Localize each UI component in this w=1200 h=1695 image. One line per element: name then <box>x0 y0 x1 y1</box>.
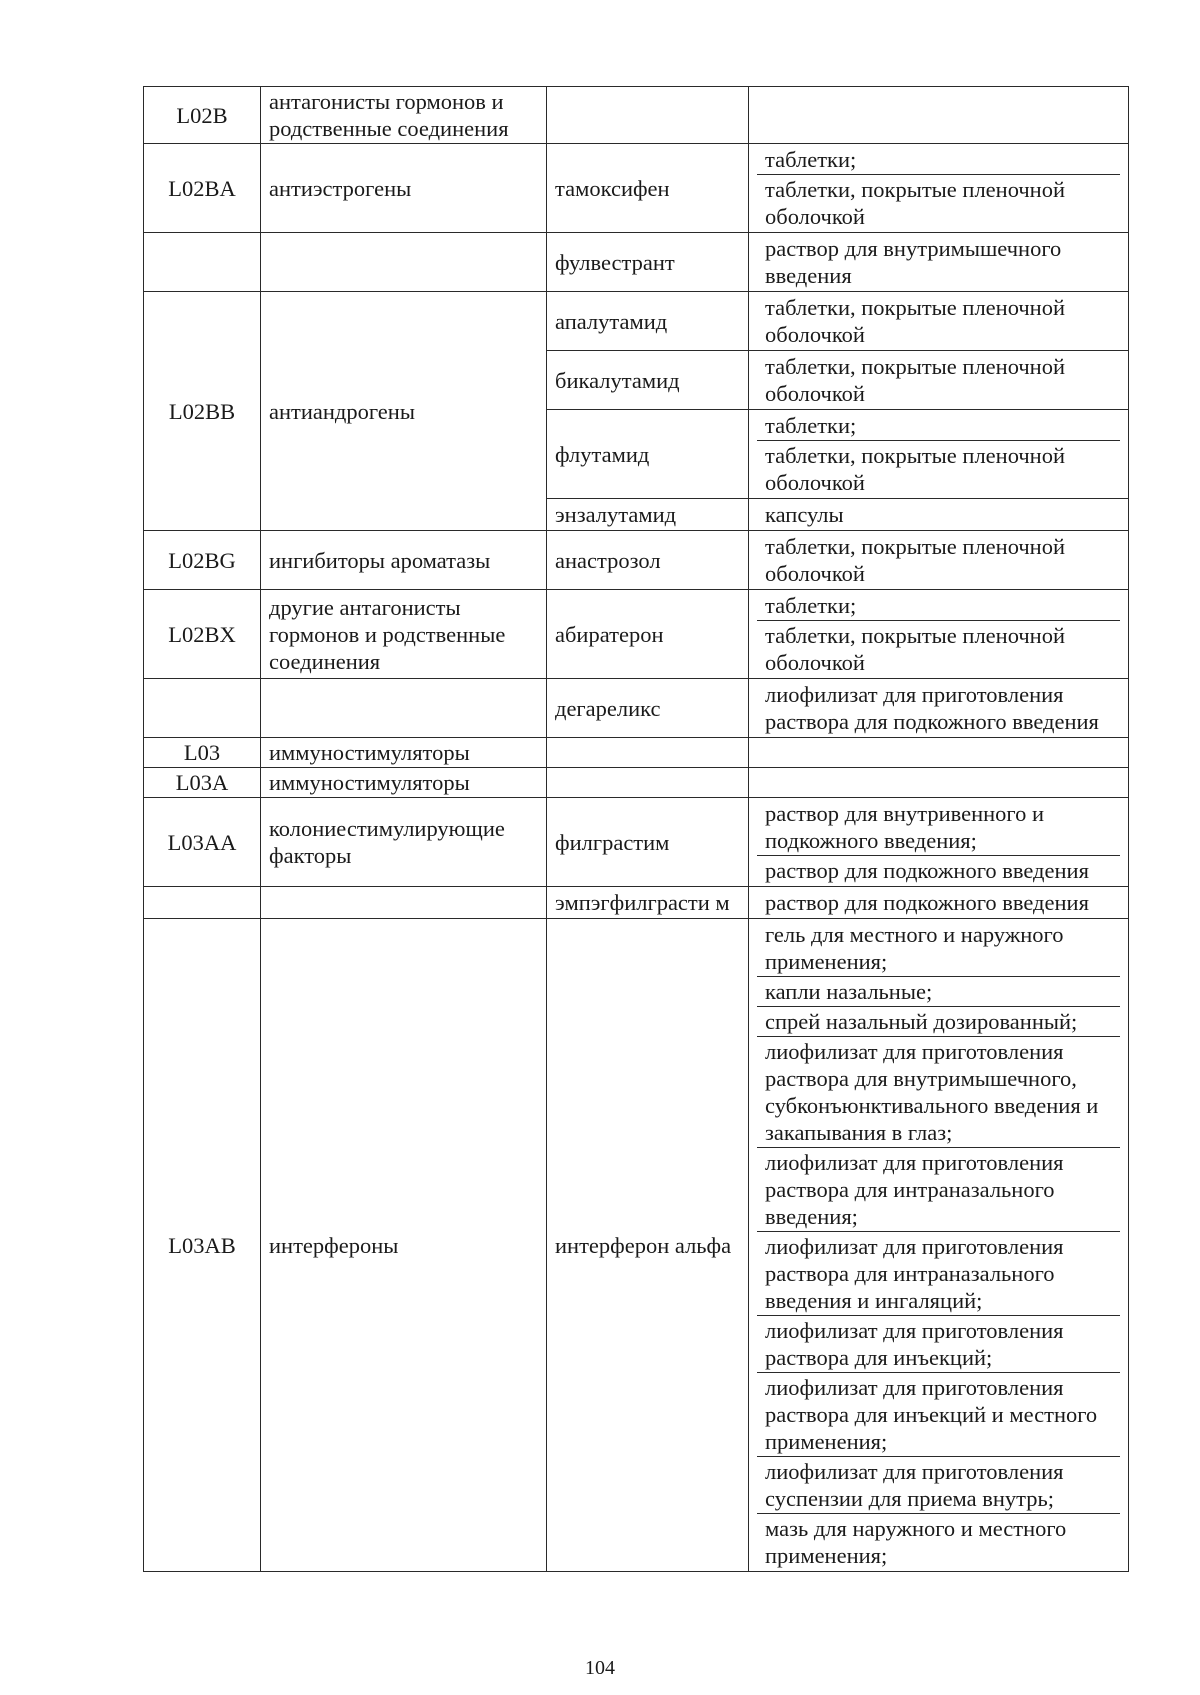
dosage-form: капсулы <box>765 502 844 527</box>
dosage-forms <box>749 233 1129 292</box>
dosage-forms <box>749 351 1129 410</box>
drug-name <box>547 768 749 798</box>
dosage-forms <box>749 144 1129 233</box>
atc-code: L03AA <box>144 798 261 887</box>
dosage-form: таблетки, покрытые пленочной оболочкой <box>765 623 1066 675</box>
atc-code <box>144 233 261 292</box>
drug-name: филграстим <box>547 798 749 887</box>
dosage-form: лиофилизат для приготовления раствора для интраназального введения и ингаляций; <box>757 1232 1120 1316</box>
group-name: колониестимулирующие факторы <box>261 798 547 887</box>
dosage-form: лиофилизат для приготовления раствора для внутримышечного, субконъюнктивального введения и закапывания в глаз; <box>757 1037 1120 1148</box>
dosage-form: мазь для наружного и местного применения; <box>765 1516 1067 1568</box>
table-row <box>144 798 1129 887</box>
drug-name <box>547 87 749 144</box>
drug-name: энзалутамид <box>547 499 749 531</box>
drug-name <box>547 738 749 768</box>
table-row <box>144 590 1129 679</box>
dosage-form: лиофилизат для приготовления раствора для инъекций и местного применения; <box>757 1373 1120 1457</box>
atc-code: L02BG <box>144 531 261 590</box>
group-name <box>261 887 547 919</box>
drug-name: фулвестрант <box>547 233 749 292</box>
dosage-form: таблетки, покрытые пленочной оболочкой <box>765 295 1066 347</box>
dosage-form: раствор для внутривенного и подкожного введения; <box>757 799 1120 856</box>
dosage-form: спрей назальный дозированный; <box>757 1007 1120 1037</box>
dosage-form: раствор для внутримышечного введения <box>765 236 1062 288</box>
dosage-form: таблетки; <box>757 591 1120 621</box>
table-row <box>144 233 1129 292</box>
table-row <box>144 887 1129 919</box>
dosage-forms <box>749 919 1129 1572</box>
group-name: иммуностимуляторы <box>261 738 547 768</box>
drug-name: бикалутамид <box>547 351 749 410</box>
dosage-forms <box>749 768 1129 798</box>
page-number: 104 <box>585 1657 615 1679</box>
drug-name: интерферон альфа <box>547 919 749 1572</box>
dosage-forms <box>749 887 1129 919</box>
table-row <box>144 919 1129 1572</box>
table-row <box>144 679 1129 738</box>
drug-name: анастрозол <box>547 531 749 590</box>
atc-code: L03A <box>144 768 261 798</box>
dosage-form: лиофилизат для приготовления раствора для инъекций; <box>757 1316 1120 1373</box>
dosage-forms <box>749 531 1129 590</box>
dosage-form: таблетки; <box>757 411 1120 441</box>
table-row <box>144 292 1129 351</box>
table-row <box>144 768 1129 798</box>
atc-code: L02B <box>144 87 261 144</box>
dosage-forms <box>749 679 1129 738</box>
atc-code: L03 <box>144 738 261 768</box>
table-row <box>144 87 1129 144</box>
dosage-forms <box>749 738 1129 768</box>
dosage-form: таблетки, покрытые пленочной оболочкой <box>765 354 1066 406</box>
group-name: антиандрогены <box>261 292 547 531</box>
group-name <box>261 679 547 738</box>
drug-name: флутамид <box>547 410 749 499</box>
drug-name: эмпэгфилграсти м <box>547 887 749 919</box>
group-name: иммуностимуляторы <box>261 768 547 798</box>
dosage-form: таблетки, покрытые пленочной оболочкой <box>765 534 1066 586</box>
dosage-forms <box>749 590 1129 679</box>
dosage-form: капли назальные; <box>757 977 1120 1007</box>
dosage-forms <box>749 798 1129 887</box>
group-name: ингибиторы ароматазы <box>261 531 547 590</box>
atc-code: L02BB <box>144 292 261 531</box>
dosage-form: раствор для подкожного введения <box>765 858 1089 883</box>
dosage-forms <box>749 410 1129 499</box>
dosage-forms <box>749 292 1129 351</box>
dosage-form: гель для местного и наружного применения; <box>757 920 1120 977</box>
atc-code: L03AB <box>144 919 261 1572</box>
dosage-forms <box>749 87 1129 144</box>
atc-code: L02BA <box>144 144 261 233</box>
table-row <box>144 144 1129 233</box>
drug-name: абиратерон <box>547 590 749 679</box>
atc-code <box>144 887 261 919</box>
dosage-form: лиофилизат для приготовления раствора для интраназального введения; <box>757 1148 1120 1232</box>
table-row <box>144 738 1129 768</box>
drug-name: тамоксифен <box>547 144 749 233</box>
dosage-form: таблетки, покрытые пленочной оболочкой <box>765 443 1066 495</box>
table-row <box>144 531 1129 590</box>
group-name: другие антагонисты гормонов и родственные соединения <box>261 590 547 679</box>
dosage-form: раствор для подкожного введения <box>765 890 1089 915</box>
dosage-form: таблетки; <box>757 145 1120 175</box>
atc-code: L02BX <box>144 590 261 679</box>
group-name: антагонисты гормонов и родственные соединения <box>261 87 547 144</box>
dosage-form: лиофилизат для приготовления суспензии для приема внутрь; <box>757 1457 1120 1514</box>
dosage-form: лиофилизат для приготовления раствора для подкожного введения <box>765 682 1099 734</box>
drug-table <box>143 86 1129 1572</box>
dosage-form: таблетки, покрытые пленочной оболочкой <box>765 177 1066 229</box>
drug-name: апалутамид <box>547 292 749 351</box>
group-name <box>261 233 547 292</box>
drug-name: дегареликс <box>547 679 749 738</box>
atc-code <box>144 679 261 738</box>
group-name: интерфероны <box>261 919 547 1572</box>
dosage-forms <box>749 499 1129 531</box>
group-name: антиэстрогены <box>261 144 547 233</box>
